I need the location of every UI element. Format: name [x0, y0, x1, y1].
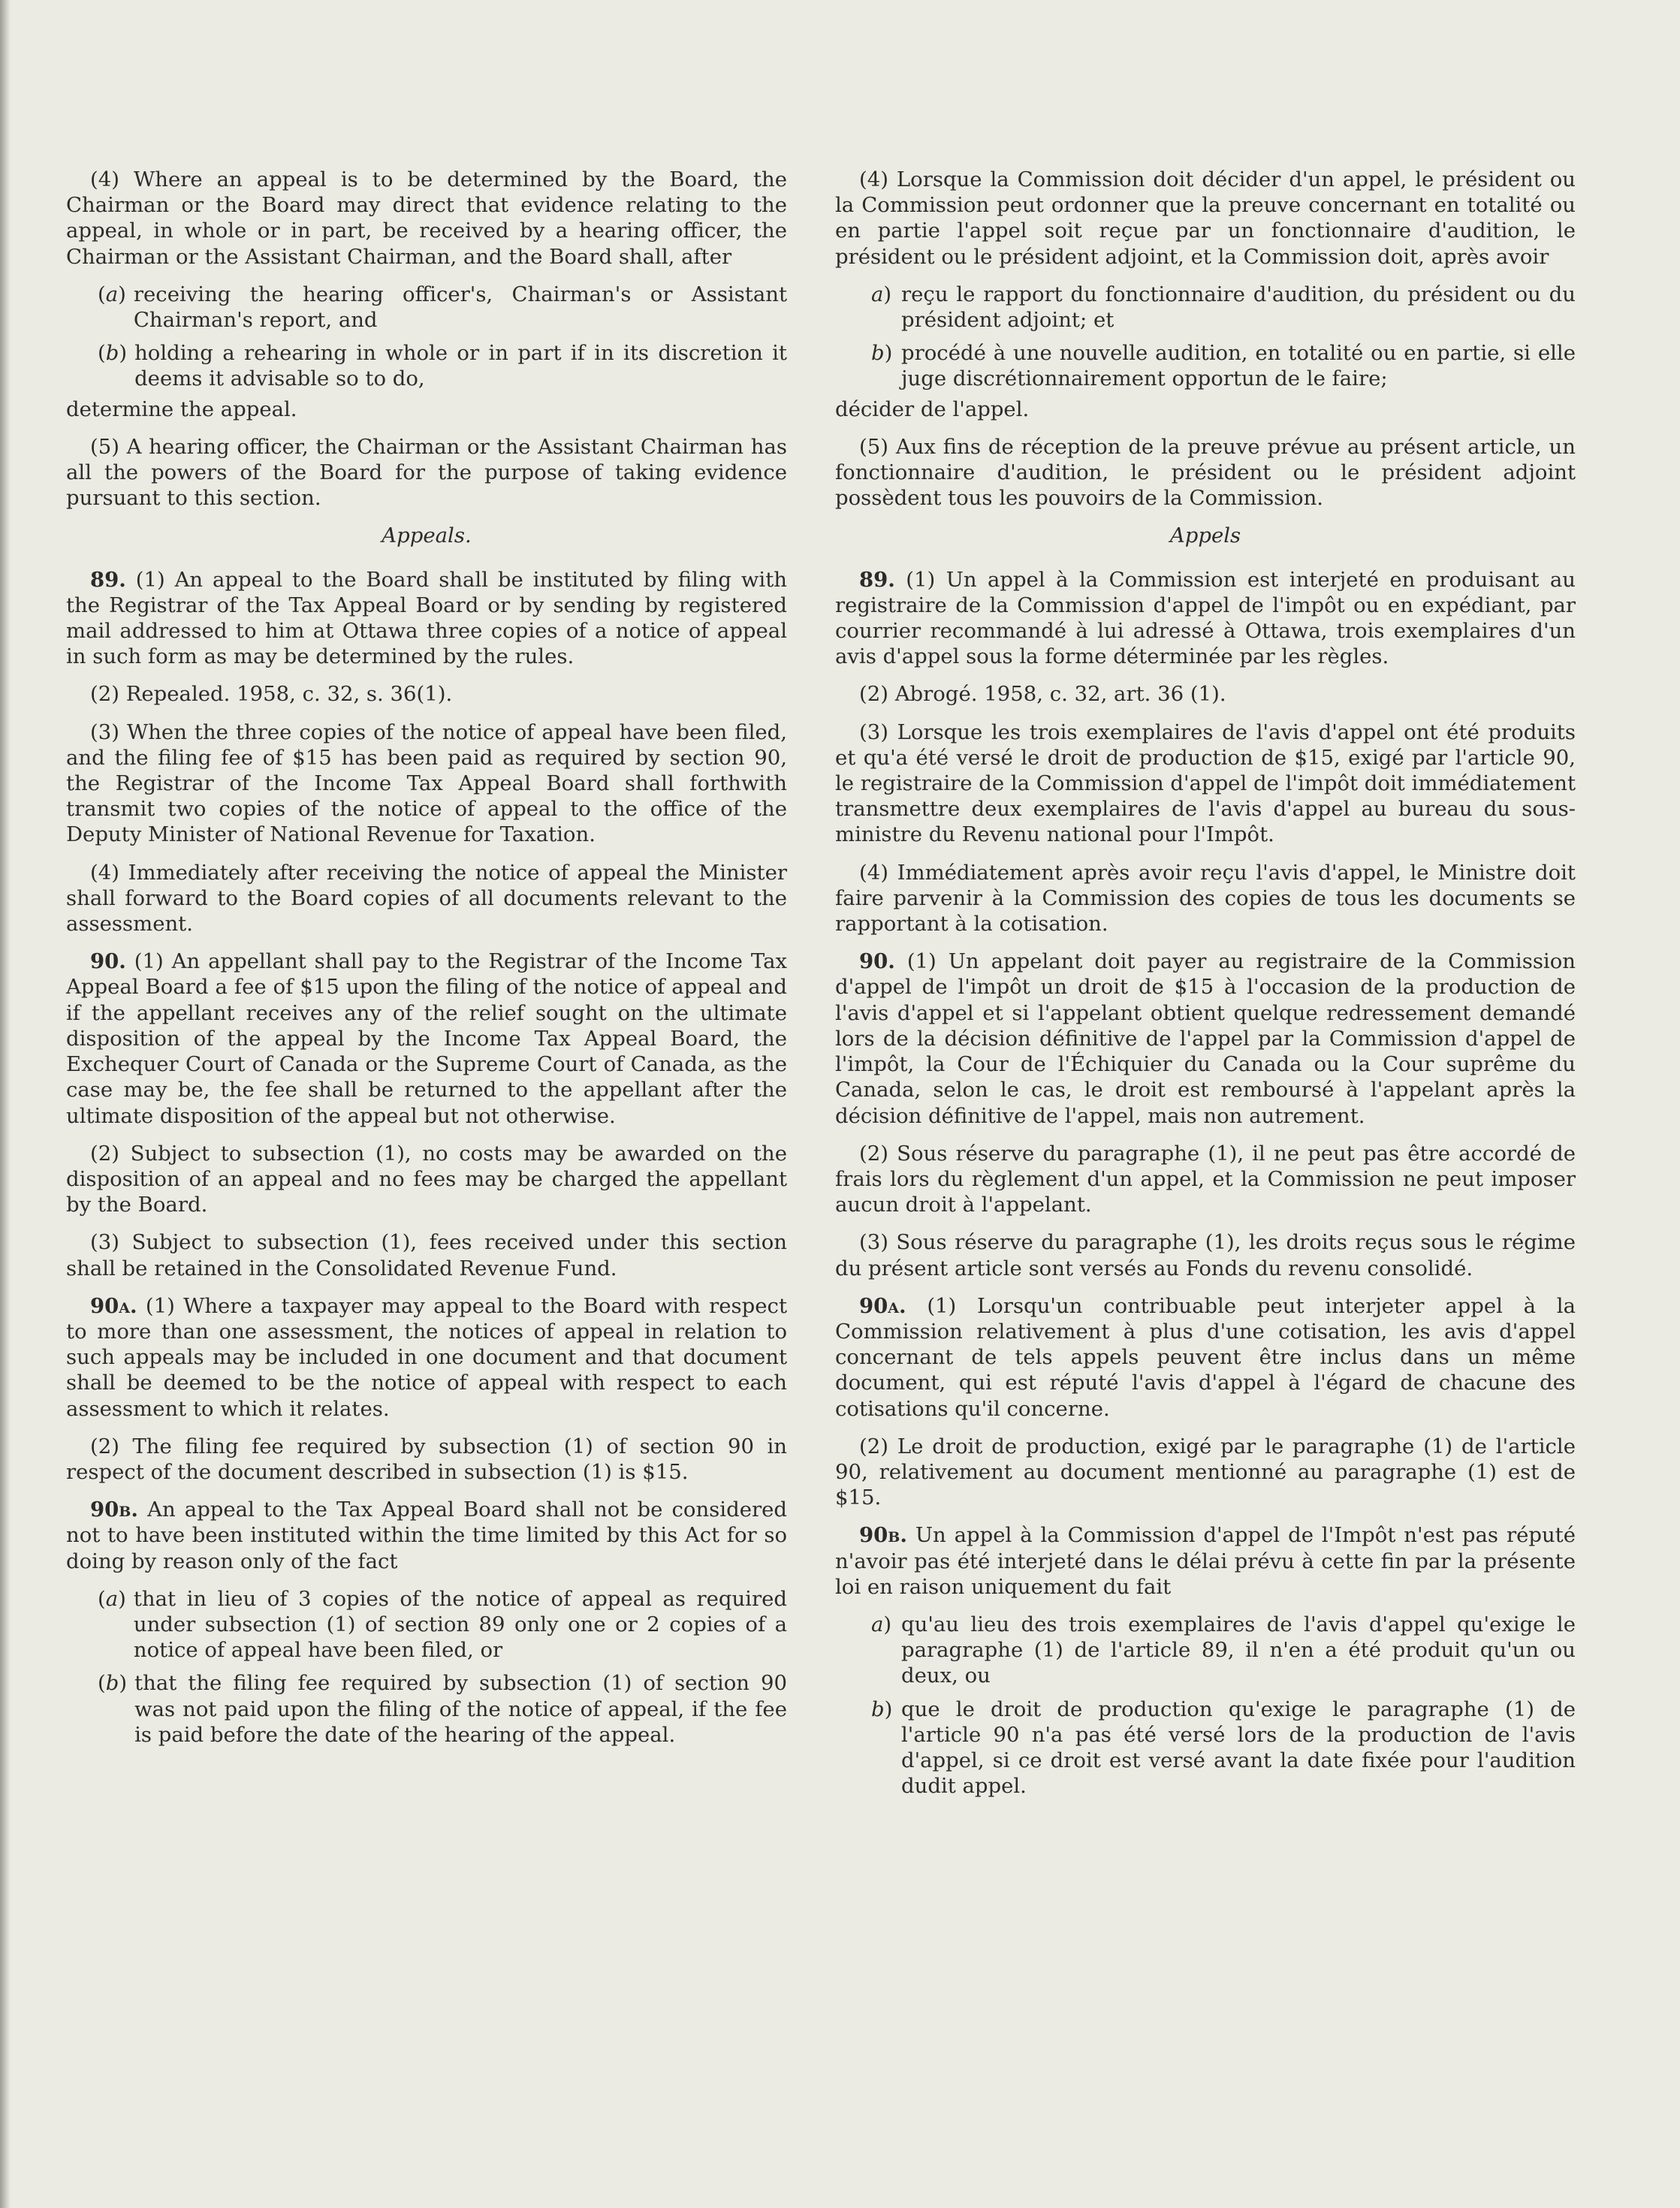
en-s90-1-text: (1) An appellant shall pay to the Registrar of the Income Tax Appeal Board a fee of $15 upon the filing of the notice of appeal and if the appellant receives any of the relief sought on the ultimate disposition of the appeal by the Income Tax Appeal Board, the Exchequer Court of Canada or the Supreme Court of Canada, as the case may be, the fee shall be returned to the appellant after the ultimate disposition of the appeal but not otherwise.	[66, 949, 787, 1128]
en-heading-appeals: Appeals.	[382, 523, 472, 548]
en-s90b-number: 90b.	[90, 1498, 138, 1522]
fr-s90-1	[835, 949, 1576, 1128]
en-s88-4-b	[66, 340, 787, 391]
fr-s88-4-b-text: procédé à une nouvelle audition, en totalité ou en partie, si elle juge discrétionnairement opportun de le faire;	[901, 341, 1576, 391]
en-s89-1-text: (1) An appeal to the Board shall be instituted by filing with the Registrar of the Tax Appeal Board or by sending by registered mail addressed to him at Ottawa three copies of a notice of appeal in such form as may be determined by the rules.	[66, 567, 787, 669]
fr-s89-1-text: (1) Un appel à la Commission est interjeté en produisant au registraire de la Commission d'appel de l'impôt ou en expédiant, par courrier recommandé à lui adressé à Ottawa, trois exemplaires d'un avis d'appel sous la forme déterminée par les règles.	[835, 567, 1576, 669]
en-s90-1	[66, 949, 787, 1128]
en-s88-4-a	[66, 282, 787, 333]
fr-s88-4-a	[835, 282, 1576, 333]
en-s88-5: (5) A hearing officer, the Chairman or the Assistant Chairman has all the powers of the Board for the purpose of taking evidence pursuant to this section.	[66, 434, 787, 511]
en-s88-4-tail: determine the appeal.	[66, 397, 297, 421]
fr-s88-4-a-text: reçu le rapport du fonctionnaire d'audition, du président ou du président adjoint; et	[901, 282, 1576, 333]
fr-s88-4: (4) Lorsque la Commission doit décider d'un appel, le président ou la Commission peut ordonner que la preuve concernant en totalité ou en partie l'appel soit reçue par un fonctionnaire d'audition, le président ou le président adjoint, et la Commission doit, après avoir	[835, 167, 1576, 269]
en-s88-4-b-text: holding a rehearing in whole or in part if in its discretion it deems it advisable so to do,	[134, 341, 787, 391]
english-column	[66, 167, 787, 1755]
fr-s89-4: (4) Immédiatement après avoir reçu l'avis d'appel, le Ministre doit faire parvenir à la Commission des copies de tous les documents se rapportant à la cotisation.	[835, 860, 1576, 937]
en-s90a-1-text: (1) Where a taxpayer may appeal to the Board with respect to more than one assessment, the notices of appeal in relation to such appeals may be included in one document and that document shall be deemed to be the notice of appeal with respect to each assessment to which it relates.	[66, 1293, 787, 1421]
fr-s90b-a-text: qu'au lieu des trois exemplaires de l'avis d'appel qu'exige le paragraphe (1) de l'article 89, il n'en a été produit qu'un ou deux, ou	[901, 1612, 1576, 1688]
fr-s90b-b-text: que le droit de production qu'exige le paragraphe (1) de l'article 90 n'a pas été versé lors de la production de l'avis d'appel, si ce droit est versé avant la date fixée pour l'audition dudit appel.	[901, 1697, 1576, 1799]
fr-s88-4-b-label: b )	[871, 340, 901, 391]
en-s90b-b	[66, 1670, 787, 1748]
fr-s88-5: (5) Aux fins de réception de la preuve prévue au présent article, un fonctionnaire d'audition, le président ou le président adjoint possèdent tous les pouvoirs de la Commission.	[835, 434, 1576, 511]
fr-s90-2: (2) Sous réserve du paragraphe (1), il ne peut pas être accordé de frais lors du règlement d'un appel, et la Commission ne peut imposer aucun droit à l'appelant.	[835, 1141, 1576, 1217]
en-s90b-text: An appeal to the Tax Appeal Board shall not be considered not to have been instituted within the time limited by this Act for so doing by reason only of the fact	[66, 1498, 787, 1573]
fr-s90b-text: Un appel à la Commission d'appel de l'Impôt n'est pas réputé n'avoir pas été interjeté dans le délai prévu à cette fin par la présente loi en raison uniquement du fait	[835, 1523, 1576, 1599]
page-binding-edge	[0, 0, 11, 2208]
fr-s90b-number: 90b.	[859, 1523, 907, 1548]
en-s90-number: 90.	[90, 949, 126, 974]
fr-heading-appels: Appels	[1169, 523, 1241, 548]
en-s90b-b-text: that the filing fee required by subsection (1) of section 90 was not paid upon the filing of the notice of appeal, if the fee is paid before the date of the hearing of the appeal.	[134, 1671, 787, 1747]
fr-s90a-1-text: (1) Lorsqu'un contribuable peut interjeter appel à la Commission relativement à plus d'une cotisation, les avis d'appel concernant de tels appels peuvent être inclus dans un même document, qui est réputé l'avis d'appel à l'égard de chacune des cotisations qu'il concerne.	[835, 1293, 1576, 1421]
fr-s90b-b	[835, 1697, 1576, 1799]
fr-s90a-2: (2) Le droit de production, exigé par le paragraphe (1) de l'article 90, relativement au document mentionné au paragraphe (1) est de $15.	[835, 1434, 1576, 1510]
en-s89-number: 89.	[90, 567, 126, 592]
fr-s90b-b-label: b )	[871, 1697, 901, 1799]
en-s90b	[66, 1497, 787, 1574]
fr-s90a-number: 90a.	[859, 1293, 906, 1318]
en-s90b-a	[66, 1586, 787, 1664]
fr-s88-4-a-label: a )	[871, 282, 901, 333]
en-s90b-a-label: ( a )	[98, 1586, 126, 1664]
fr-s90b-a	[835, 1612, 1576, 1689]
en-s90b-b-label: ( b )	[98, 1670, 127, 1748]
en-s90-3: (3) Subject to subsection (1), fees received under this section shall be retained in the Consolidated Revenue Fund.	[66, 1230, 787, 1280]
en-s90a-2: (2) The filing fee required by subsection (1) of section 90 in respect of the document described in subsection (1) is $15.	[66, 1434, 787, 1484]
en-s89-1	[66, 567, 787, 670]
en-s90a-number: 90a.	[90, 1293, 137, 1318]
en-s89-3: (3) When the three copies of the notice of appeal have been filed, and the filing fee of $15 has been paid as required by section 90, the Registrar of the Income Tax Appeal Board shall forthwith transmit two copies of the notice of appeal to the office of the Deputy Minister of National Revenue for Taxation.	[66, 719, 787, 847]
en-s90a-1	[66, 1293, 787, 1422]
en-s90b-a-text: that in lieu of 3 copies of the notice of appeal as required under subsection (1) of section 89 only one or 2 copies of a notice of appeal have been filed, or	[133, 1586, 787, 1663]
fr-s90-3: (3) Sous réserve du paragraphe (1), les droits reçus sous le régime du présent article sont versés au Fonds du revenu consolidé.	[835, 1230, 1576, 1280]
fr-s88-4-b	[835, 340, 1576, 391]
en-s88-4-a-text: receiving the hearing officer's, Chairman's or Assistant Chairman's report, and	[133, 282, 787, 333]
en-s88-4: (4) Where an appeal is to be determined by the Board, the Chairman or the Board may direct that evidence relating to the appeal, in whole or in part, be received by a hearing officer, the Chairman or the Assistant Chairman, and the Board shall, after	[66, 167, 787, 269]
fr-s88-4-tail: décider de l'appel.	[835, 397, 1030, 421]
fr-s90b	[835, 1522, 1576, 1600]
french-column	[835, 167, 1576, 1806]
en-s90-2: (2) Subject to subsection (1), no costs may be awarded on the disposition of an appeal and no fees may be charged the appellant by the Board.	[66, 1141, 787, 1217]
fr-s89-number: 89.	[859, 567, 895, 592]
fr-s90b-a-label: a )	[871, 1612, 901, 1689]
fr-s89-2: (2) Abrogé. 1958, c. 32, art. 36 (1).	[859, 682, 1226, 707]
en-s89-4: (4) Immediately after receiving the notice of appeal the Minister shall forward to the Board copies of all documents relevant to the assessment.	[66, 860, 787, 937]
fr-s90a-1	[835, 1293, 1576, 1422]
fr-s90-number: 90.	[859, 949, 895, 974]
fr-s89-1	[835, 567, 1576, 670]
en-s88-4-a-label: ( a )	[98, 282, 126, 333]
fr-s90-1-text: (1) Un appelant doit payer au registraire de la Commission d'appel de l'impôt un droit de $15 à l'occasion de la production de l'avis d'appel et si l'appelant obtient quelque redressement demandé lors de la décision définitive de l'appel par la Commission d'appel de l'impôt, la Cour de l'Échiquier du Canada ou la Cour suprême du Canada, selon le cas, le droit est remboursé à l'appelant après la décision définitive de l'appel, mais non autrement.	[835, 949, 1576, 1128]
en-s88-4-b-label: ( b )	[98, 340, 127, 391]
en-s89-2: (2) Repealed. 1958, c. 32, s. 36(1).	[90, 682, 453, 707]
fr-s89-3: (3) Lorsque les trois exemplaires de l'avis d'appel ont été produits et qu'a été versé le droit de production de $15, exigé par l'article 90, le registraire de la Commission d'appel de l'impôt doit immédiatement transmettre deux exemplaires de l'avis d'appel au bureau du sous-ministre du Revenu national pour l'Impôt.	[835, 719, 1576, 847]
